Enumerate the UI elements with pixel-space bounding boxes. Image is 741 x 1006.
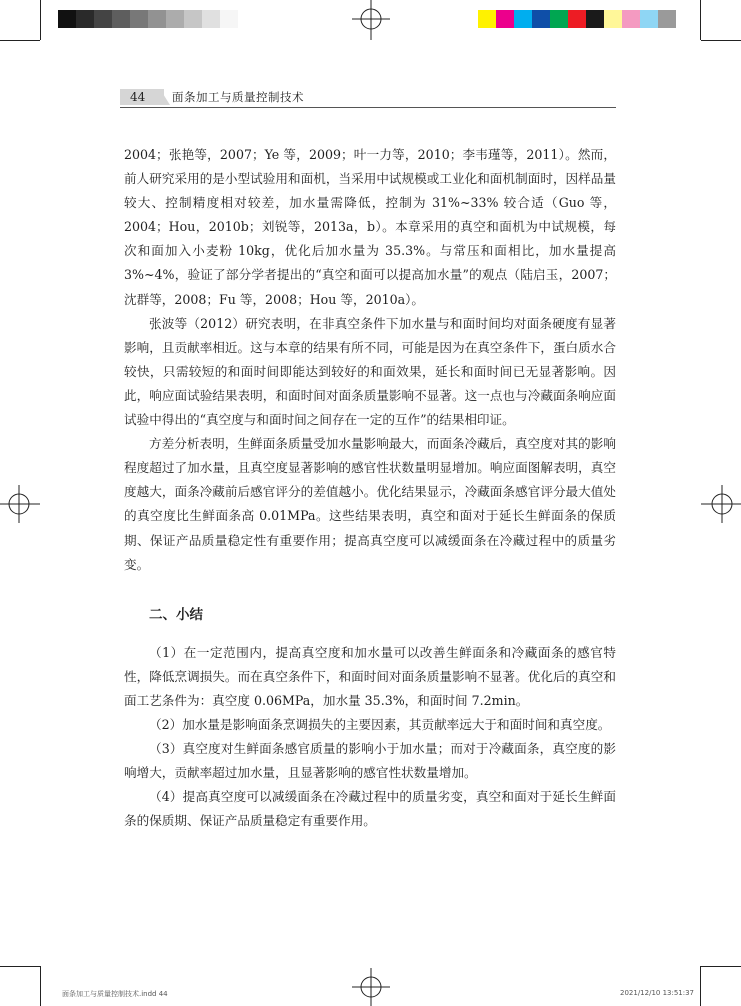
color-swatch xyxy=(202,10,220,28)
crop-mark xyxy=(701,966,741,967)
cmyk-color-bar xyxy=(478,10,676,28)
color-swatch xyxy=(514,10,532,28)
crop-mark xyxy=(40,0,41,40)
color-swatch xyxy=(640,10,658,28)
color-swatch xyxy=(604,10,622,28)
color-swatch xyxy=(184,10,202,28)
crop-mark xyxy=(0,40,40,41)
registration-mark-top xyxy=(352,0,390,40)
grayscale-color-bar xyxy=(58,10,238,28)
crop-mark xyxy=(0,966,40,967)
color-swatch xyxy=(94,10,112,28)
book-title: 面条加工与质量控制技术 xyxy=(172,90,304,104)
summary-item: （3）真空度对生鲜面条感官质量的影响小于加水量；而对于冷藏面条，真空度的影响增大，贡献率超过加水量，且显著影响的感官性状数量增加。 xyxy=(124,741,616,781)
color-swatch xyxy=(478,10,496,28)
running-head xyxy=(120,86,616,108)
paragraph: 张波等（2012）研究表明，在非真空条件下加水量与和面时间均对面条硬度有显著影响，且贡献率相近。这与本章的结果有所不同，可能是因为在真空条件下，蛋白质水合较快，只需较短的和面时间即能达到较好的和面效果，延长和面时间已无显著影响。因此，响应面试验结果表明，和面时间对面条质量影响不显著。这一点也与冷藏面条响应面试验中得出的“真空度与和面时间之间存在一定的互作”的结果相印证。 xyxy=(124,315,616,428)
color-swatch xyxy=(532,10,550,28)
color-swatch xyxy=(166,10,184,28)
color-swatch xyxy=(148,10,166,28)
color-swatch xyxy=(586,10,604,28)
crop-mark xyxy=(701,40,741,41)
color-swatch xyxy=(622,10,640,28)
color-swatch xyxy=(112,10,130,28)
crop-mark xyxy=(40,966,41,1006)
color-swatch xyxy=(130,10,148,28)
section-heading: 二、小结 xyxy=(149,606,203,623)
summary-item: （4）提高真空度可以减缓面条在冷藏过程中的质量劣变，真空和面对于延长生鲜面条的保质期、保证产品质量稳定有重要作用。 xyxy=(124,789,616,829)
crop-mark xyxy=(700,0,701,40)
footer-timestamp: 2021/12/10 13:51:37 xyxy=(620,989,695,997)
page-number: 44 xyxy=(130,90,146,104)
color-swatch xyxy=(58,10,76,28)
page-number-tab-slant xyxy=(160,89,170,105)
registration-mark-bottom xyxy=(352,968,390,1006)
body-text xyxy=(124,143,616,833)
color-swatch xyxy=(76,10,94,28)
summary-item: （2）加水量是影响面条烹调损失的主要因素，其贡献率远大于和面时间和真空度。 xyxy=(149,716,611,732)
registration-mark-left xyxy=(0,485,40,523)
header-rule xyxy=(120,107,616,108)
color-swatch xyxy=(220,10,238,28)
registration-mark-right xyxy=(701,485,741,523)
color-swatch xyxy=(550,10,568,28)
color-swatch xyxy=(568,10,586,28)
paragraph: 方差分析表明，生鲜面条质量受加水量影响最大，而面条冷藏后，真空度对其的影响程度超过了加水量，且真空度显著影响的感官性状数量明显增加。响应面图解表明，真空度越大，面条冷藏前后感官评分的差值越小。优化结果显示，冷藏面条感官评分最大值处的真空度比生鲜面条高 0.01MPa。这些结果表明，真空和面对于延长生鲜面条的保质期、保证产品质量稳定性有重要作用；提高真空度可以减缓面条在冷藏过程中的质量劣变。 xyxy=(124,436,616,572)
color-swatch xyxy=(496,10,514,28)
paragraph: 2004；张艳等，2007；Ye 等，2009；叶一力等，2010；李韦瑾等，2011）。然而，前人研究采用的是小型试验用和面机，当采用中试规模或工业化和面机制面时，因样品量较大、控制精度相对较差，加水量需降低，控制为 31%~33% 较合适（Guo 等，2004；Hou，2010b；刘锐等，2013a，b）。本章采用的真空和面机为中试规模，每次和面加入小麦粉 10kg，优化后加水量为 35.3%。与常压和面相比，加水量提高 3%~4%，验证了部分学者提出的“真空和面可以提高加水量”的观点（陆启玉，2007；沈群等，2008；Fu 等，2008；Hou 等，2010a）。 xyxy=(124,147,616,307)
color-swatch xyxy=(658,10,676,28)
footer-file-name: 面条加工与质量控制技术.indd 44 xyxy=(62,990,168,998)
crop-mark xyxy=(700,966,701,1006)
summary-item: （1）在一定范围内，提高真空度和加水量可以改善生鲜面条和冷藏面条的感官特性，降低烹调损失。而在真空条件下，和面时间对面条质量影响不显著。优化后的真空和面工艺条件为：真空度 0.06MPa，加水量 35.3%，和面时间 7.2min。 xyxy=(124,644,616,708)
